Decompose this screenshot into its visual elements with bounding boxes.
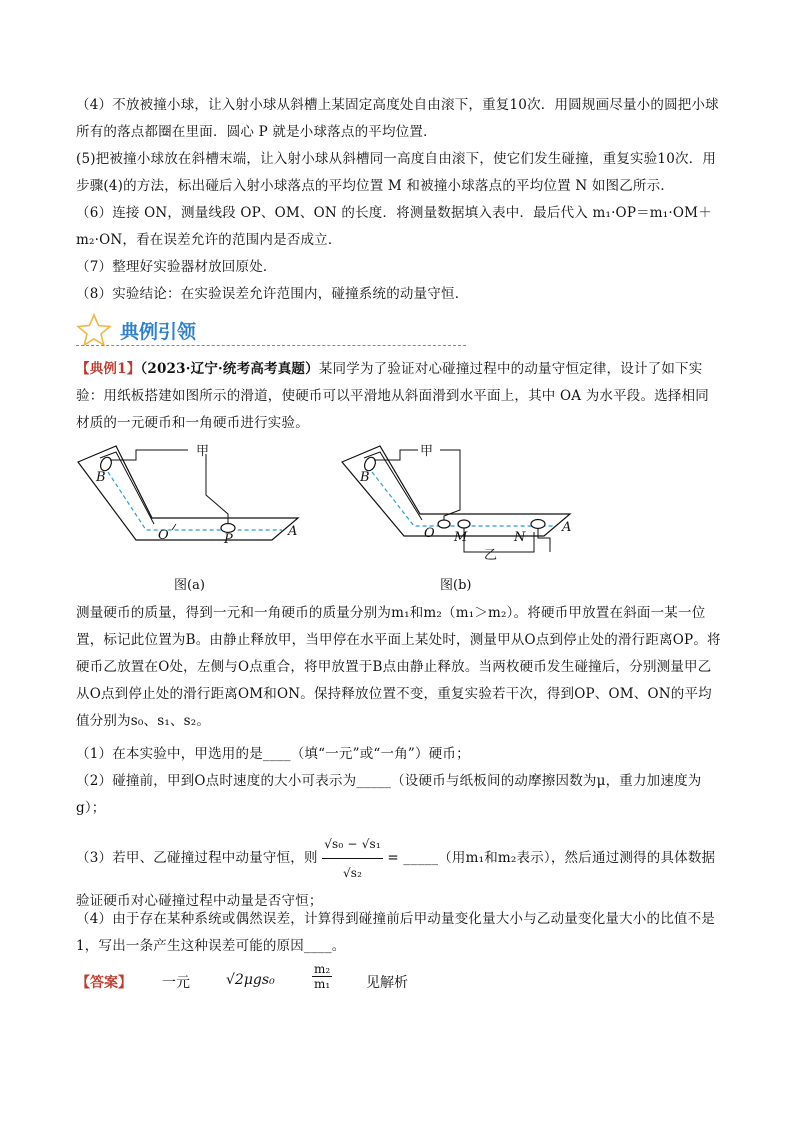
example-source: （2023·辽宁·统考高考真题） bbox=[140, 361, 319, 377]
example-intro bbox=[76, 356, 722, 437]
answer-row bbox=[76, 962, 722, 1002]
question-3-suffix: = _____（用m₁和m₂表示），然后通过测得的具体数据验证硬币对心碰撞过程中动量是否守恒； bbox=[76, 850, 716, 909]
answer-1: 一元 bbox=[162, 975, 190, 991]
figure-b-caption: 图(b) bbox=[440, 578, 472, 593]
example-label: 【典例1】 bbox=[76, 361, 141, 377]
figure-b-label-yi: 乙 bbox=[484, 548, 498, 563]
answer-3-fraction bbox=[312, 962, 332, 991]
figure-a-label-jia: 甲 bbox=[196, 444, 210, 459]
figure-a-label-o: O bbox=[158, 528, 169, 543]
answer-3-numerator: m₂ bbox=[314, 962, 331, 976]
section-heading bbox=[76, 313, 336, 349]
figure-b-label-m: M bbox=[454, 530, 468, 545]
figure-a bbox=[76, 440, 306, 600]
figure-b-label-jia: 甲 bbox=[420, 444, 434, 459]
question-4: （4）由于存在某种系统或偶然误差，计算得到碰撞前后甲动量变化量大小与乙动量变化量大小的比值不是1，写出一条产生这种误差可能的原因____。 bbox=[76, 911, 715, 954]
answer-2: √2μgs₀ bbox=[226, 972, 275, 988]
figure-b-label-n: N bbox=[514, 530, 526, 545]
figure-b-label-o: O bbox=[424, 526, 435, 541]
answer-3-denominator: m₁ bbox=[314, 977, 331, 991]
example-intro-text: 某同学为了验证对心碰撞过程中的动量守恒定律，设计了如下实验：用纸板搭建如图所示的滑道，使硬币可以平滑地从斜面滑到水平面上，其中 OA 为水平段。选择相同材质的一元硬币和一角硬币进行实验。 bbox=[76, 361, 709, 431]
step-6: （6）连接 ON，测量线段 OP、OM、ON 的长度．将测量数据填入表中．最后代入 m₁·OP＝m₁·OM＋m₂·ON，看在误差允许的范围内是否成立． bbox=[76, 205, 712, 248]
figure-a-label-b: B bbox=[96, 470, 106, 485]
answer-4: 见解析 bbox=[366, 975, 408, 991]
section-divider bbox=[76, 345, 466, 346]
section-title: 典例引领 bbox=[120, 321, 197, 343]
star-outline-icon bbox=[76, 313, 112, 347]
figure-a-label-p: P bbox=[224, 532, 233, 547]
question-3-fraction bbox=[322, 830, 383, 887]
question-1: （1）在本实验中，甲选用的是____（填“一元”或“一角”）硬币； bbox=[76, 746, 470, 762]
question-3 bbox=[76, 830, 722, 915]
figure-b-label-a: A bbox=[562, 520, 572, 535]
figure-b-label-b: B bbox=[360, 470, 370, 485]
figure-b-drawing bbox=[340, 440, 580, 570]
figure-a-drawing bbox=[76, 440, 306, 570]
step-4: （4）不放被撞小球，让入射小球从斜槽上某固定高度处自由滚下，重复10次．用圆规画尽量小的圆把小球所有的落点都圈在里面．圆心 P 就是小球落点的平均位置． bbox=[76, 97, 719, 140]
question-3-numerator: √s₀ − √s₁ bbox=[322, 830, 383, 859]
figure-a-caption: 图(a) bbox=[174, 578, 205, 593]
example-body: 测量硬币的质量，得到一元和一角硬币的质量分别为m₁和m₂（m₁＞m₂）。将硬币甲放置在斜面一某一位置，标记此位置为B。由静止释放甲，当甲停在水平面上某处时，测量甲从O点到停止处的滑行距离OP。将硬币乙放置在O处，左侧与O点重合，将甲放置于B点由静止释放。当两枚硬币发生碰撞后，分别测量甲乙从O点到停止处的滑行距离OM和ON。保持释放位置不变，重复实验若干次，得到OP、OM、ON的平均值分别为s₀、s₁、s₂。 bbox=[76, 605, 721, 729]
figure-b bbox=[340, 440, 580, 600]
answer-label: 【答案】 bbox=[76, 975, 132, 991]
figure-a-label-a: A bbox=[288, 524, 298, 539]
step-8: （8）实验结论：在实验误差允许范围内，碰撞系统的动量守恒． bbox=[76, 286, 469, 302]
question-3-prefix: （3）若甲、乙碰撞过程中动量守恒，则 bbox=[76, 850, 318, 866]
question-2: （2）碰撞前，甲到O点时速度的大小可表示为_____（设硬币与纸板间的动摩擦因数为μ，重力加速度为g）； bbox=[76, 773, 702, 816]
question-3-denominator: √s₂ bbox=[342, 866, 363, 880]
step-7: （7）整理好实验器材放回原处． bbox=[76, 259, 277, 275]
step-5: (5)把被撞小球放在斜槽末端，让入射小球从斜槽同一高度自由滚下，使它们发生碰撞，重复实验10次．用步骤(4)的方法，标出碰后入射小球落点的平均位置 M 和被撞小球落点的平均位置 N 如图乙所示． bbox=[76, 151, 717, 194]
